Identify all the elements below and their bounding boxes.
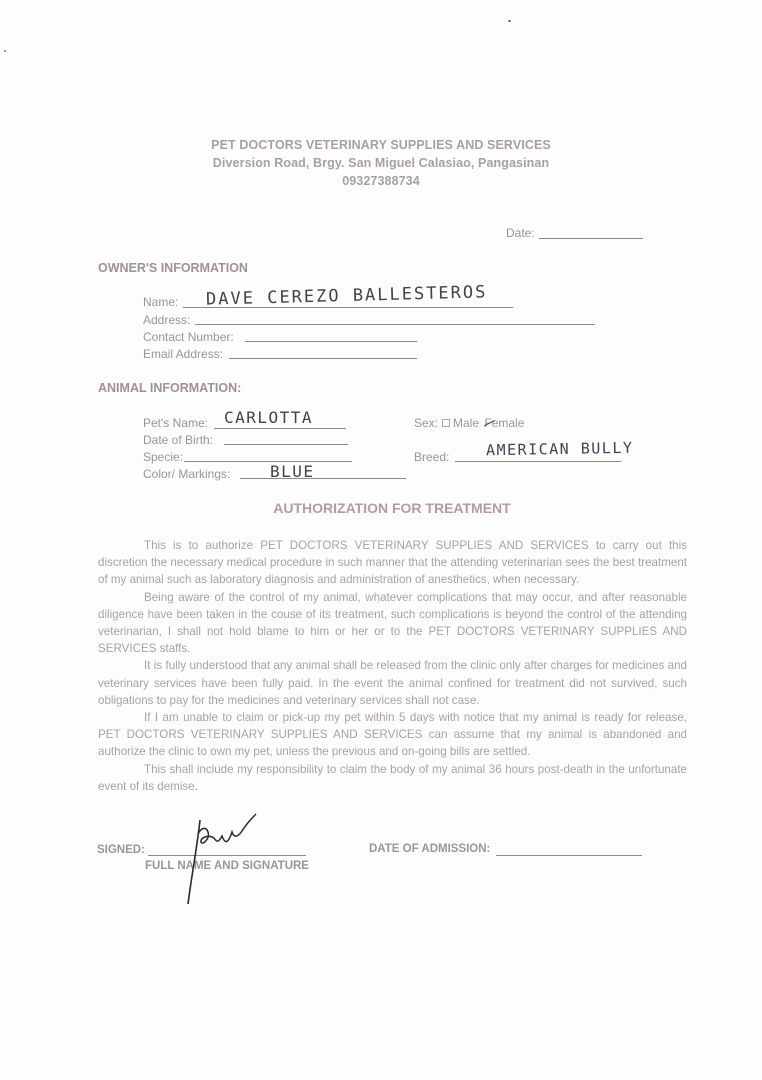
admission-label: DATE OF ADMISSION: xyxy=(369,843,491,855)
date-field[interactable] xyxy=(539,238,643,239)
owner-section-title: OWNER'S INFORMATION xyxy=(98,261,248,275)
scan-speck xyxy=(508,20,511,22)
admission-date-field[interactable] xyxy=(496,855,642,856)
male-checkbox[interactable] xyxy=(442,419,450,427)
signed-label: SIGNED: xyxy=(97,844,145,856)
breed-value: AMERICAN BULLY xyxy=(485,438,634,460)
authorization-paragraph: This shall include my responsibility to claim the body of my animal 36 hours post-death in the unfortunate event of its demise. xyxy=(98,762,687,793)
authorization-paragraph: It is fully understood that any animal shall be released from the clinic only after charges for medicines and veterinary services have been fully paid. In the event the animal confined for treatment did not survived, such obligations to pay for the medicines and veterinary services shall not case. xyxy=(98,659,687,707)
sex-male-option: Male xyxy=(453,416,480,430)
pet-name-value: CARLOTTA xyxy=(224,408,314,427)
owner-contact-field[interactable] xyxy=(245,341,417,342)
owner-name-value: DAVE CEREZO BALLESTEROS xyxy=(205,282,488,310)
owner-email-field[interactable] xyxy=(229,358,417,359)
color-label: Color/ Markings: xyxy=(143,467,231,481)
breed-label: Breed: xyxy=(414,450,450,464)
color-value: BLUE xyxy=(270,462,315,481)
pet-name-label: Pet's Name: xyxy=(143,416,208,430)
animal-section-title: ANIMAL INFORMATION: xyxy=(98,381,242,395)
dob-label: Date of Birth: xyxy=(143,433,214,447)
company-address: Diversion Road, Brgy. San Miguel Calasiao, Pangasinan xyxy=(212,156,550,170)
scan-speck xyxy=(4,50,6,52)
owner-email-label: Email Address: xyxy=(143,347,224,361)
pet-name-field[interactable] xyxy=(214,428,346,429)
sex-label: Sex: xyxy=(414,416,439,430)
authorization-body xyxy=(98,537,687,795)
specie-label: Specie: xyxy=(143,450,184,464)
owner-name-label: Name: xyxy=(143,295,179,309)
authorization-title: AUTHORIZATION FOR TREATMENT xyxy=(273,500,511,516)
owner-contact-label: Contact Number: xyxy=(143,330,234,344)
color-field[interactable] xyxy=(240,478,406,479)
sex-field xyxy=(414,416,524,430)
owner-address-field[interactable] xyxy=(195,324,595,325)
authorization-paragraph: This is to authorize PET DOCTORS VETERINARY SUPPLIES AND SERVICES to carry out this discretion the necessary medical procedure in such manner that the attending veterinarian sees the best treatment of my animal such as laboratory diagnosis and administration of anesthetics, when necessary. xyxy=(98,539,687,587)
breed-field[interactable] xyxy=(455,461,621,462)
dob-field[interactable] xyxy=(224,444,348,445)
owner-address-label: Address: xyxy=(143,313,191,327)
handwritten-signature xyxy=(170,808,270,908)
specie-field[interactable] xyxy=(184,461,352,462)
company-phone: 09327388734 xyxy=(342,174,420,188)
authorization-paragraph: If I am unable to claim or pick-up my pet within 5 days with notice that my animal is ready for release, PET DOCTORS VETERINARY SUPPLIES AND SERVICES can assume that my animal is abandoned and authorize the clinic to own my pet, unless the previous and on-going bills are settled. xyxy=(98,711,687,759)
sex-female-option: Female xyxy=(484,416,525,430)
company-name: PET DOCTORS VETERINARY SUPPLIES AND SERVICES xyxy=(211,138,551,152)
authorization-paragraph: Being aware of the control of my animal, whatever complications that may occur, and after reasonable diligence have been taken in the couse of its treatment, such complications is beyond the control of the attending veterinarian, I shall not hold blame to him or her or to the PET DOCTORS VETERINARY SUPPLIES AND SERVICES staffs. xyxy=(98,590,687,656)
signature-caption: FULL NAME AND SIGNATURE xyxy=(145,860,309,872)
date-label: Date: xyxy=(506,226,535,240)
